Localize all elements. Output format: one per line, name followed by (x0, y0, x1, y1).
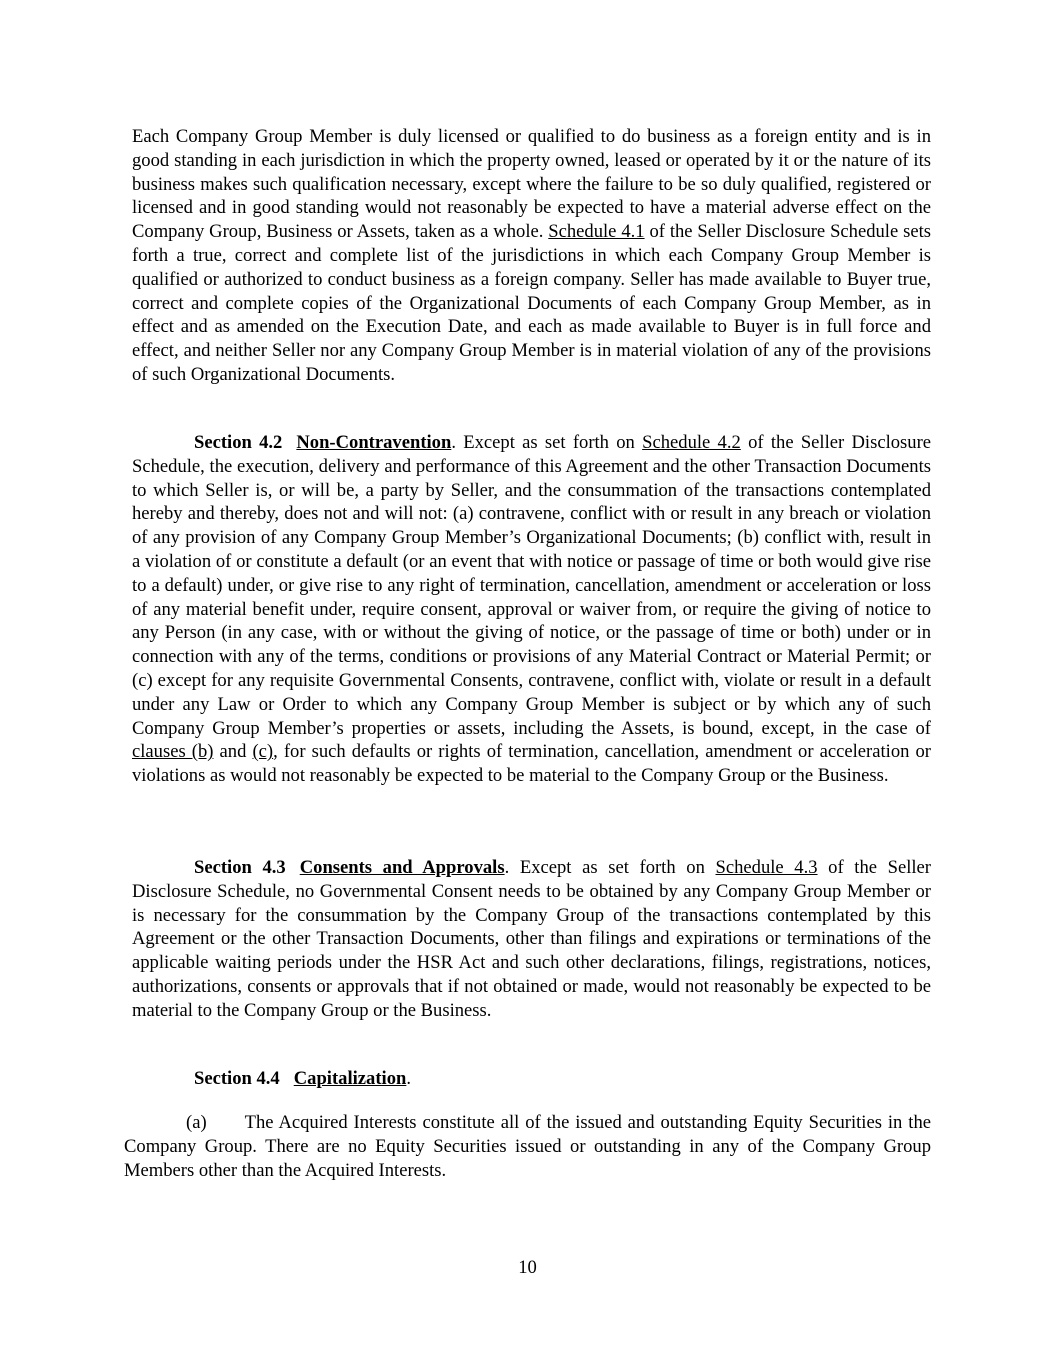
section-4-4-heading (194, 1067, 931, 1091)
clause-b-reference: clauses (b) (132, 741, 214, 763)
section-4-2-intro: . Except as set forth on (451, 432, 643, 453)
section-4-4-title: Capitalization (293, 1068, 407, 1089)
section-4-2-title: Non-Contravention (296, 432, 452, 453)
section-4-4-number: Section 4.4 (194, 1068, 280, 1089)
section-4-3-number: Section 4.3 (194, 857, 286, 878)
schedule-4-2-reference: Schedule 4.2 (642, 432, 741, 453)
section-4-1-text-end: of the Seller Disclosure Schedule sets forth a true, correct and complete list of the jurisdictions in which each Company Group Member is qualified or authorized to conduct business as a foreign company. Seller has made available to Buyer true, correct and complete copies of the Organizational Documents of each Company Group Member, as in effect and as amended on the Execution Date, and each as made available to Buyer is in full force and effect, and neither Seller nor any Company Group Member is in material violation of any of the provisions of such Organizational Documents. (132, 221, 931, 385)
section-4-2-body: of the Seller Disclosure Schedule, the execution, delivery and performance of this Agreement and the other Transaction Documents to which Seller is, or will be, a party by Seller, and the consummation of the transactions contemplated hereby and thereby, does not and will not: (a) contravene, conflict with or result in any breach or violation of any provision of any Company Group Member’s Organizational Documents; (b) conflict with, result in a violation of or constitute a default (or an event that with notice or passage of time or both would give rise to a default) under, or give rise to any right of termination, cancellation, amendment or acceleration or loss of any material benefit under, require consent, approval or waiver from, or require the giving of notice to any Person (in any case, with or without the giving of notice, or the passage of time or both) under or in connection with any of the terms, conditions or provisions of any Material Contract or Material Permit; or (c) except for any requisite Governmental Consents, contravene, conflict with, violate or result in a default under any Law or Order to which any Company Group Member is subject or by which any of such Company Group Member’s properties or assets, including the Assets, is bound, except, in the case of (132, 432, 932, 739)
page-number: 10 (518, 1257, 537, 1278)
section-4-3-body: of the Seller Disclosure Schedule, no Governmental Consent needs to be obtained by any Company Group Member or is necessary for the consummation by the Company Group of the transactions contemplated by this Agreement or the other Transaction Documents, other than filings and expirations or terminations of the applicable waiting periods under the HSR Act and such other declarations, filings, registrations, notices, authorizations, consents or approvals that if not obtained or made, would not reasonably be expected to be material to the Company Group or the Business. (132, 857, 931, 1021)
section-4-2-paragraph (132, 431, 931, 788)
schedule-4-3-reference: Schedule 4.3 (715, 857, 818, 878)
clause-a-paragraph (124, 1111, 931, 1182)
section-4-3-intro: . Except as set forth on (504, 857, 716, 878)
clause-c-reference: (c) (252, 741, 274, 763)
clause-a-label: (a) (186, 1112, 207, 1133)
section-4-1-text-start: Each Company Group Member is duly licensed or qualified to do business as a foreign entity and is in good standing in each jurisdiction in which the property owned, leased or operated by it or the nature of its business makes such qualification necessary, except where the failure to be so duly qualified, registered or licensed and in good standing would not reasonably be expected to have a material adverse effect on the Company Group, Business or Assets, taken as a whole. (132, 126, 931, 243)
section-4-1-continuation-paragraph (132, 125, 931, 387)
section-4-3-paragraph (132, 856, 931, 1023)
clause-a-text: The Acquired Interests constitute all of the issued and outstanding Equity Securities in the Company Group. There are no Equity Securities issued or outstanding in any of the Company Group Members other than the Acquired Interests. (124, 1112, 931, 1181)
section-4-2-and: and (213, 741, 253, 763)
section-4-2-body-end: , for such defaults or rights of termination, cancellation, amendment or acceleration or violations as would not reasonably be expected to be material to the Company Group or the Business. (132, 741, 931, 787)
schedule-4-1-reference: Schedule 4.1 (548, 221, 645, 243)
section-4-4-period: . (406, 1068, 411, 1089)
section-4-3-title: Consents and Approvals (299, 857, 505, 878)
section-4-2-number: Section 4.2 (194, 432, 283, 453)
